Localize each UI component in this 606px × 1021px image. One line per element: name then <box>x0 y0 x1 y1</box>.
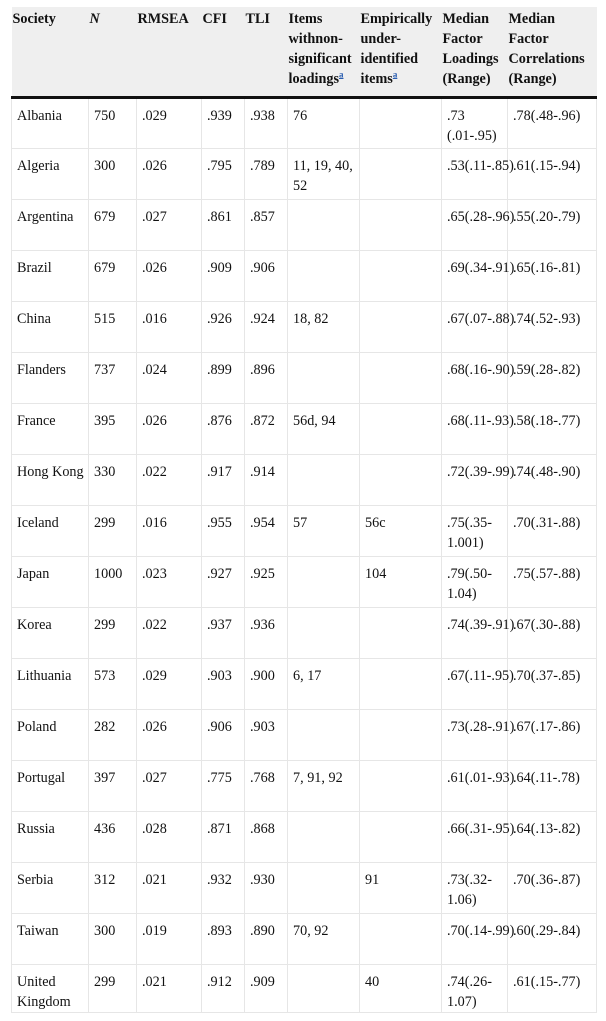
cell-society: Taiwan <box>12 913 89 964</box>
cell-nonsignificant-items <box>288 709 360 760</box>
cell-median-loadings: .69(.34-.91) <box>442 250 508 301</box>
cell-median-correlations: .64(.11-.78) <box>508 760 597 811</box>
table-row <box>12 199 597 250</box>
cell-median-loadings: .79(.50-1.04) <box>442 556 508 607</box>
cell-rmsea: .027 <box>137 199 202 250</box>
cell-society: Brazil <box>12 250 89 301</box>
cell-nonsignificant-items: 6, 17 <box>288 658 360 709</box>
cell-n: 330 <box>89 454 137 505</box>
cell-median-correlations: .74(.48-.90) <box>508 454 597 505</box>
cell-rmsea: .024 <box>137 352 202 403</box>
table-row <box>12 352 597 403</box>
cell-tli: .914 <box>245 454 288 505</box>
cell-society: Portugal <box>12 760 89 811</box>
table-row <box>12 811 597 862</box>
cell-n: 300 <box>89 913 137 964</box>
cell-n: 515 <box>89 301 137 352</box>
header-median-loadings: Median Factor Loadings (Range) <box>442 7 508 97</box>
footnote-link-a[interactable]: a <box>338 69 344 80</box>
cell-cfi: .906 <box>202 709 245 760</box>
cell-median-correlations: .67(.17-.86) <box>508 709 597 760</box>
cell-n: 397 <box>89 760 137 811</box>
table-row <box>12 556 597 607</box>
table-row <box>12 403 597 454</box>
cell-median-loadings: .73(.32-1.06) <box>442 862 508 913</box>
cell-society: China <box>12 301 89 352</box>
header-underidentified-items: Empirically under-identified items$^a$ <box>360 7 442 97</box>
cell-median-correlations: .55(.20-.79) <box>508 199 597 250</box>
fit-statistics-table <box>11 7 597 1013</box>
cell-underidentified-items <box>360 403 442 454</box>
header-rmsea: RMSEA <box>137 7 202 97</box>
results-table-container <box>11 7 596 1013</box>
table-body <box>12 97 597 1012</box>
table-row <box>12 250 597 301</box>
cell-tli: .925 <box>245 556 288 607</box>
cell-society: Lithuania <box>12 658 89 709</box>
cell-underidentified-items <box>360 607 442 658</box>
cell-n: 1000 <box>89 556 137 607</box>
cell-rmsea: .022 <box>137 454 202 505</box>
cell-society: Poland <box>12 709 89 760</box>
table-header-row <box>12 7 597 97</box>
cell-underidentified-items <box>360 352 442 403</box>
cell-tli: .924 <box>245 301 288 352</box>
cell-cfi: .893 <box>202 913 245 964</box>
cell-society: Argentina <box>12 199 89 250</box>
cell-n: 312 <box>89 862 137 913</box>
cell-rmsea: .026 <box>137 250 202 301</box>
cell-society: Flanders <box>12 352 89 403</box>
cell-tli: .857 <box>245 199 288 250</box>
cell-n: 737 <box>89 352 137 403</box>
cell-tli: .903 <box>245 709 288 760</box>
cell-tli: .900 <box>245 658 288 709</box>
cell-n: 299 <box>89 607 137 658</box>
cell-underidentified-items <box>360 913 442 964</box>
cell-society: Korea <box>12 607 89 658</box>
cell-tli: .906 <box>245 250 288 301</box>
header-tli: TLI <box>245 7 288 97</box>
cell-median-loadings: .61(.01-.93) <box>442 760 508 811</box>
cell-cfi: .932 <box>202 862 245 913</box>
cell-cfi: .876 <box>202 403 245 454</box>
header-n: N <box>89 7 137 97</box>
table-row <box>12 97 597 148</box>
cell-cfi: .955 <box>202 505 245 556</box>
cell-nonsignificant-items: 11, 19, 40, 52 <box>288 148 360 199</box>
cell-nonsignificant-items: 57 <box>288 505 360 556</box>
cell-nonsignificant-items: 7, 91, 92 <box>288 760 360 811</box>
cell-rmsea: .022 <box>137 607 202 658</box>
cell-tli: .896 <box>245 352 288 403</box>
cell-cfi: .903 <box>202 658 245 709</box>
cell-median-correlations: .60(.29-.84) <box>508 913 597 964</box>
cell-rmsea: .027 <box>137 760 202 811</box>
cell-n: 679 <box>89 250 137 301</box>
cell-nonsignificant-items <box>288 454 360 505</box>
cell-median-loadings: .74(.26-1.07) <box>442 964 508 1012</box>
cell-median-correlations: .59(.28-.82) <box>508 352 597 403</box>
cell-nonsignificant-items: 56d, 94 <box>288 403 360 454</box>
cell-society: Russia <box>12 811 89 862</box>
cell-society: France <box>12 403 89 454</box>
cell-nonsignificant-items <box>288 352 360 403</box>
cell-cfi: .926 <box>202 301 245 352</box>
cell-median-loadings: .73(.28-.91) <box>442 709 508 760</box>
cell-underidentified-items: 40 <box>360 964 442 1012</box>
cell-rmsea: .016 <box>137 505 202 556</box>
cell-median-correlations: .64(.13-.82) <box>508 811 597 862</box>
cell-rmsea: .021 <box>137 862 202 913</box>
table-row <box>12 913 597 964</box>
cell-nonsignificant-items <box>288 607 360 658</box>
cell-median-loadings: .74(.39-.91) <box>442 607 508 658</box>
cell-median-loadings: .73 (.01-.95) <box>442 97 508 148</box>
cell-median-loadings: .70(.14-.99) <box>442 913 508 964</box>
cell-median-correlations: .65(.16-.81) <box>508 250 597 301</box>
cell-underidentified-items <box>360 301 442 352</box>
cell-tli: .872 <box>245 403 288 454</box>
table-row <box>12 709 597 760</box>
cell-median-correlations: .70(.31-.88) <box>508 505 597 556</box>
cell-median-correlations: .61(.15-.94) <box>508 148 597 199</box>
header-median-correlations: Median Factor Correlations (Range) <box>508 7 597 97</box>
cell-median-correlations: .58(.18-.77) <box>508 403 597 454</box>
cell-underidentified-items <box>360 97 442 148</box>
table-row <box>12 301 597 352</box>
cell-nonsignificant-items <box>288 199 360 250</box>
cell-cfi: .909 <box>202 250 245 301</box>
cell-society: Japan <box>12 556 89 607</box>
cell-nonsignificant-items: 18, 82 <box>288 301 360 352</box>
table-row <box>12 148 597 199</box>
cell-nonsignificant-items: 76 <box>288 97 360 148</box>
cell-society: Hong Kong <box>12 454 89 505</box>
cell-nonsignificant-items <box>288 862 360 913</box>
cell-society: Albania <box>12 97 89 148</box>
cell-median-correlations: .67(.30-.88) <box>508 607 597 658</box>
cell-n: 573 <box>89 658 137 709</box>
table-row <box>12 760 597 811</box>
cell-rmsea: .026 <box>137 403 202 454</box>
cell-rmsea: .026 <box>137 709 202 760</box>
cell-nonsignificant-items <box>288 250 360 301</box>
cell-underidentified-items: 104 <box>360 556 442 607</box>
cell-rmsea: .019 <box>137 913 202 964</box>
cell-cfi: .912 <box>202 964 245 1012</box>
cell-rmsea: .021 <box>137 964 202 1012</box>
cell-n: 395 <box>89 403 137 454</box>
cell-society: Algeria <box>12 148 89 199</box>
table-row <box>12 862 597 913</box>
cell-rmsea: .028 <box>137 811 202 862</box>
cell-n: 436 <box>89 811 137 862</box>
cell-median-loadings: .66(.31-.95) <box>442 811 508 862</box>
cell-tli: .768 <box>245 760 288 811</box>
cell-tli: .890 <box>245 913 288 964</box>
cell-cfi: .917 <box>202 454 245 505</box>
cell-n: 679 <box>89 199 137 250</box>
cell-underidentified-items <box>360 250 442 301</box>
cell-median-correlations: .78(.48-.96) <box>508 97 597 148</box>
cell-underidentified-items <box>360 709 442 760</box>
cell-cfi: .861 <box>202 199 245 250</box>
cell-rmsea: .016 <box>137 301 202 352</box>
cell-nonsignificant-items <box>288 811 360 862</box>
cell-median-loadings: .67(.11-.95) <box>442 658 508 709</box>
cell-median-loadings: .72(.39-.99) <box>442 454 508 505</box>
cell-tli: .954 <box>245 505 288 556</box>
table-row <box>12 607 597 658</box>
cell-median-correlations: .74(.52-.93) <box>508 301 597 352</box>
cell-tli: .789 <box>245 148 288 199</box>
cell-cfi: .795 <box>202 148 245 199</box>
cell-nonsignificant-items <box>288 964 360 1012</box>
cell-median-loadings: .68(.11-.93) <box>442 403 508 454</box>
cell-n: 299 <box>89 505 137 556</box>
cell-underidentified-items: 91 <box>360 862 442 913</box>
cell-rmsea: .029 <box>137 658 202 709</box>
table-row <box>12 505 597 556</box>
cell-society: United Kingdom <box>12 964 89 1012</box>
cell-underidentified-items <box>360 811 442 862</box>
cell-rmsea: .023 <box>137 556 202 607</box>
cell-tli: .938 <box>245 97 288 148</box>
cell-cfi: .937 <box>202 607 245 658</box>
cell-underidentified-items <box>360 454 442 505</box>
cell-rmsea: .029 <box>137 97 202 148</box>
cell-median-loadings: .53(.11-.85) <box>442 148 508 199</box>
cell-median-loadings: .75(.35-1.001) <box>442 505 508 556</box>
cell-underidentified-items <box>360 658 442 709</box>
table-row <box>12 658 597 709</box>
cell-n: 282 <box>89 709 137 760</box>
cell-society: Iceland <box>12 505 89 556</box>
cell-n: 750 <box>89 97 137 148</box>
cell-nonsignificant-items: 70, 92 <box>288 913 360 964</box>
cell-cfi: .775 <box>202 760 245 811</box>
cell-cfi: .871 <box>202 811 245 862</box>
table-row <box>12 964 597 1012</box>
cell-society: Serbia <box>12 862 89 913</box>
cell-tli: .909 <box>245 964 288 1012</box>
cell-cfi: .899 <box>202 352 245 403</box>
header-society: Society <box>12 7 89 97</box>
cell-tli: .936 <box>245 607 288 658</box>
cell-n: 300 <box>89 148 137 199</box>
footnote-link-a[interactable]: a <box>392 69 398 80</box>
cell-median-correlations: .75(.57-.88) <box>508 556 597 607</box>
header-cfi: CFI <box>202 7 245 97</box>
cell-median-correlations: .61(.15-.77) <box>508 964 597 1012</box>
cell-nonsignificant-items <box>288 556 360 607</box>
cell-cfi: .939 <box>202 97 245 148</box>
table-row <box>12 454 597 505</box>
cell-median-loadings: .67(.07-.88) <box>442 301 508 352</box>
cell-cfi: .927 <box>202 556 245 607</box>
cell-rmsea: .026 <box>137 148 202 199</box>
header-nonsignificant-items: Items withnon-significant loadings$^a$ <box>288 7 360 97</box>
cell-underidentified-items <box>360 760 442 811</box>
cell-underidentified-items <box>360 199 442 250</box>
cell-median-loadings: .68(.16-.90) <box>442 352 508 403</box>
cell-tli: .868 <box>245 811 288 862</box>
cell-median-loadings: .65(.28-.96) <box>442 199 508 250</box>
cell-median-correlations: .70(.36-.87) <box>508 862 597 913</box>
cell-tli: .930 <box>245 862 288 913</box>
cell-underidentified-items: 56c <box>360 505 442 556</box>
cell-median-correlations: .70(.37-.85) <box>508 658 597 709</box>
cell-n: 299 <box>89 964 137 1012</box>
cell-underidentified-items <box>360 148 442 199</box>
